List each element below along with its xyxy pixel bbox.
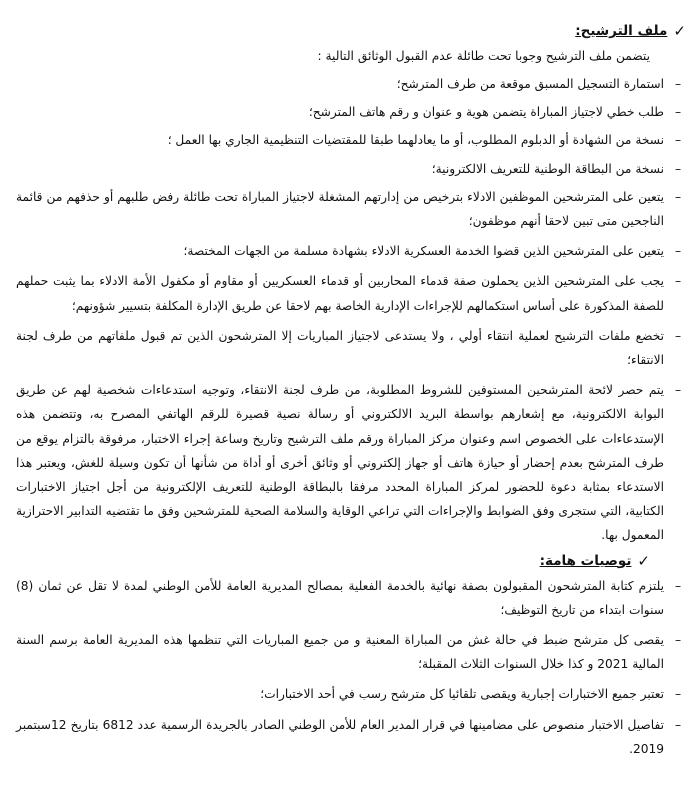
list-item (16, 269, 686, 317)
list-item (16, 574, 686, 622)
list-item-text: تخضع ملفات الترشيح لعملية انتقاء أولي ، ولا يستدعى لاجتياز المباريات إلا المترشحون الذين تم قبول ملفاتهم من طرف لجنة الانتقاء؛ (16, 328, 664, 368)
dash-marker: – (674, 578, 682, 593)
list-item (16, 324, 686, 372)
list-item (16, 185, 686, 233)
list-item (16, 628, 686, 676)
section-title: توصيات هامة: (539, 552, 632, 569)
section-title: ملف الترشيح: (575, 23, 668, 39)
list-item-text: يجب على المترشحين الذين يحملون صفة قدماء المحاربين أو قدماء العسكريين أو مقاوم أو مكفول الأمة الادلاء بما يثبت حملهم للصفة المذكورة على أساس استكمالهم للإجراءات الإدارية الخاصة بهم لاحقا عن طريق الإدارة المكلفة بتسيير شؤونهم؛ (16, 274, 664, 313)
important-recommendations-section (16, 550, 686, 761)
checkmark-icon: ✓ (637, 551, 650, 570)
list-item (16, 128, 686, 152)
list-item-text: يتعين على المترشحين الموظفين الادلاء بترخيص من إدارتهم المشغلة لاجتياز المباراة تحت طائلة رفض طلبهم أو حذفهم من قائمة الناجحين متى تبين لاحقا أنهم موظفون؛ (16, 189, 664, 229)
checkmark-icon: ✓ (673, 22, 686, 40)
dash-marker: – (674, 687, 682, 702)
list-item-text: تفاصيل الاختبار منصوص على مضامينها في قرار المدير العام للأمن الوطني الصادر بالجريدة الرسمية عدد 6812 بتاريخ 12سبتمبر 2019. (16, 717, 664, 756)
dash-marker: – (674, 133, 682, 148)
recommendations-list (16, 574, 686, 761)
list-item-text: نسخة من الشهادة أو الدبلوم المطلوب، أو ما يعادلهما طبقا للمقتضيات التنظيمية الجاري بها العمل ؛ (167, 133, 664, 148)
section-heading-candidacy-file (16, 20, 686, 42)
list-item-text: يقصى كل مترشح ضبط في حالة غش من المباراة المعنية و من جميع المباريات التي تنظمها هذه المديرية العامة برسم السنة المالية 2021 و كذا خلال السنوات الثلاث المقبلة؛ (16, 633, 664, 672)
list-item (16, 157, 686, 181)
section-intro: يتضمن ملف الترشيح وجوبا تحت طائلة عدم القبول الوثائق التالية : (317, 49, 650, 63)
list-item-text: طلب خطي لاجتياز المباراة يتضمن هوية و عنوان و رقم هاتف المترشح؛ (308, 105, 664, 120)
required-documents-list (16, 72, 686, 548)
list-item-text: يتعين على المترشحين الذين قضوا الخدمة العسكرية الادلاء بشهادة مسلمة من الجهات المختصة؛ (183, 244, 664, 259)
dash-marker: – (674, 717, 682, 732)
dash-marker: – (674, 189, 682, 204)
list-item (16, 239, 686, 263)
dash-marker: – (674, 328, 682, 343)
dash-marker: – (674, 244, 682, 259)
dash-marker: – (674, 161, 682, 176)
dash-marker: – (674, 77, 682, 91)
dash-marker: – (674, 633, 682, 648)
list-item-text: تعتبر جميع الاختبارات إجبارية ويقصى تلقائيا كل مترشح رسب في أحد الاختبارات؛ (260, 687, 664, 702)
list-item-text: استمارة التسجيل المسبق موقعة من طرف المترشح؛ (396, 77, 664, 91)
section-heading-recommendations (16, 550, 650, 572)
dash-marker: – (674, 105, 682, 120)
dash-marker: – (674, 274, 682, 289)
list-item (16, 682, 686, 706)
list-item-text: يتم حصر لائحة المترشحين المستوفين للشروط المطلوبة، من طرف لجنة الانتقاء، وتوجيه استدعاءات شخصية لهم عن طريق البوابة الالكترونية، مع إشعارهم بواسطة البريد الالكتروني أو رسالة نصية قصيرة للرقم الهاتفي المصرح به، وتتضمن هذه الإستدعاءات على الخصوص اسم وعنوان مركز المباراة ورقم ملف الترشيح وتاريخ وساعة إجراء الاختبار، مرفوقة بالتزام يوقع من طرف المترشح بعدم إحضار أو حيازة هاتف أو جهاز إلكتروني أو وثائق أخرى أو أداة من شأنها أن تكون وسيلة للغش، ويعتبر هذا الاستدعاء بمثابة دعوة للحضور لمركز المباراة المحدد مرفقا بالبطاقة الوطنية للتعريف الإلكترونية من أجل اجتياز الاختبارات الكتابية، التي ستجرى وفق الضوابط والإجراءات التي تراعي الوقاية والسلامة الصحية للمترشحين وفق ما تقتضيه التدابير الاحترازية المعمول بها. (16, 383, 664, 543)
list-item-text: نسخة من البطاقة الوطنية للتعريف الالكترونية؛ (431, 161, 664, 176)
list-item (16, 100, 686, 124)
list-item (16, 378, 686, 547)
list-item-text: يلتزم كتابة المترشحون المقبولون بصفة نهائية بالخدمة الفعلية بمصالح المديرية العامة للأمن الوطني لمدة لا تقل عن ثمان (8) سنوات ابتداء من تاريخ التوظيف؛ (16, 578, 664, 617)
list-item (16, 72, 686, 96)
list-item (16, 713, 686, 761)
dash-marker: – (674, 383, 682, 398)
